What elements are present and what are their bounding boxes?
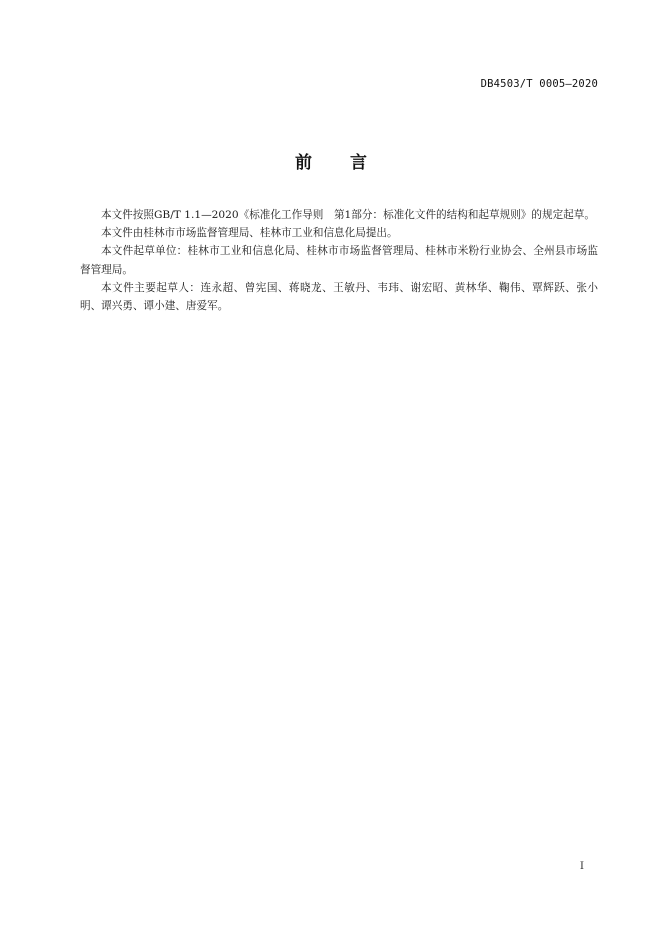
preface-body [80, 206, 598, 315]
page-title [0, 148, 662, 173]
paragraph-drafting-basis: 本文件按照GB/T 1.1—2020《标准化工作导则 第1部分：标准化文件的结构和起草规则》的规定起草。 [101, 209, 595, 221]
paragraph-drafting-units: 本文件起草单位：桂林市工业和信息化局、桂林市市场监督管理局、桂林市米粉行业协会、全州县市场监督管理局。 [80, 245, 598, 276]
title-char-1: 前 [295, 153, 312, 173]
paragraph-drafters: 本文件主要起草人：连永超、曾宪国、蒋晓龙、王敏丹、韦玮、谢宏昭、黄林华、鞠伟、覃辉跃、张小明、谭兴勇、谭小建、唐爱军。 [80, 281, 598, 313]
paragraph-proposer: 本文件由桂林市市场监督管理局、桂林市工业和信息化局提出。 [101, 227, 398, 240]
document-code: DB4503/T 0005—2020 [480, 78, 598, 90]
title-char-2: 言 [350, 153, 367, 173]
page-number: I [579, 860, 584, 872]
